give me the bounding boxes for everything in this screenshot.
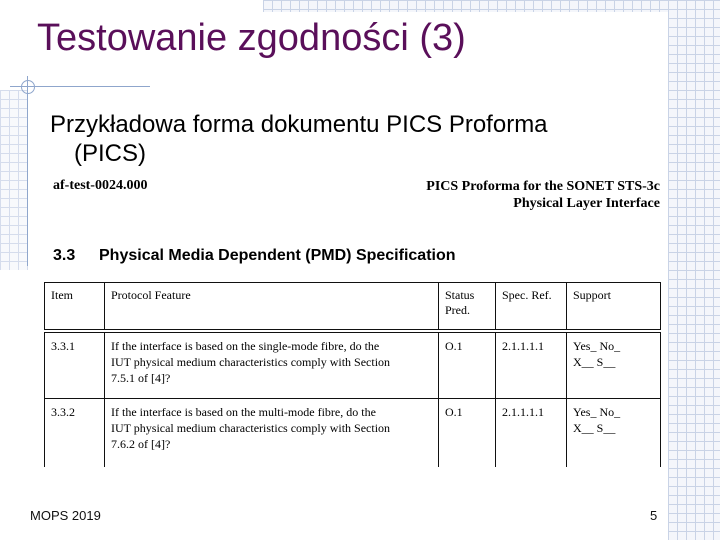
- support-line: X__ S__: [573, 355, 616, 369]
- header-protocol-feature: Protocol Feature: [105, 283, 439, 332]
- table-row: [45, 331, 661, 399]
- cell-status: O.1: [439, 331, 496, 399]
- table-row: [45, 399, 661, 468]
- header-spec-ref: Spec. Ref.: [496, 283, 567, 332]
- feature-line: 7.6.2 of [4]?: [111, 437, 171, 451]
- feature-line: 7.5.1 of [4]?: [111, 371, 171, 385]
- cell-item: 3.3.1: [45, 331, 105, 399]
- support-line: Yes_ No_: [573, 405, 621, 419]
- document-image: [40, 170, 668, 472]
- header-status-line-2: Pred.: [445, 303, 470, 317]
- section-heading: [53, 247, 456, 265]
- decorative-grid-right: [668, 0, 720, 540]
- cell-item: 3.3.2: [45, 399, 105, 468]
- cell-support: [567, 399, 661, 468]
- table-header-row: [45, 283, 661, 332]
- cell-status: O.1: [439, 399, 496, 468]
- section-number: 3.3: [53, 247, 76, 264]
- cell-feature: [105, 399, 439, 468]
- document-heading-line-2: Physical Layer Interface: [513, 196, 660, 211]
- footer-text: MOPS 2019: [30, 508, 101, 523]
- feature-line: IUT physical medium characteristics comply with Section: [111, 421, 391, 435]
- decorative-grid-top: [263, 0, 720, 12]
- slide-body: [50, 110, 548, 168]
- header-support: Support: [567, 283, 661, 332]
- header-status-line-1: Status: [445, 288, 475, 302]
- section-title: Physical Media Dependent (PMD) Specification: [99, 247, 456, 264]
- document-heading-line-1: PICS Proforma for the SONET STS-3c: [426, 179, 660, 194]
- cell-feature: [105, 331, 439, 399]
- body-line-2: (PICS): [74, 140, 146, 167]
- document-id: af-test-0024.000: [53, 178, 148, 193]
- decorative-vertical-line: [27, 76, 28, 266]
- feature-line: If the interface is based on the multi-mode fibre, do the: [111, 405, 376, 419]
- support-line: Yes_ No_: [573, 339, 621, 353]
- document-heading: [426, 178, 660, 212]
- cell-spec-ref: 2.1.1.1.1: [496, 399, 567, 468]
- pics-table: [44, 282, 661, 467]
- cell-support: [567, 331, 661, 399]
- header-status: [439, 283, 496, 332]
- page-number: 5: [650, 508, 658, 523]
- feature-line: If the interface is based on the single-mode fibre, do the: [111, 339, 380, 353]
- slide-title: Testowanie zgodności (3): [37, 17, 466, 59]
- cell-spec-ref: 2.1.1.1.1: [496, 331, 567, 399]
- feature-line: IUT physical medium characteristics comply with Section: [111, 355, 391, 369]
- decorative-grid-left: [0, 90, 28, 270]
- body-line-1: Przykładowa forma dokumentu PICS Proforma: [50, 111, 548, 138]
- support-line: X__ S__: [573, 421, 616, 435]
- header-item: Item: [45, 283, 105, 332]
- decorative-circle: [21, 80, 35, 94]
